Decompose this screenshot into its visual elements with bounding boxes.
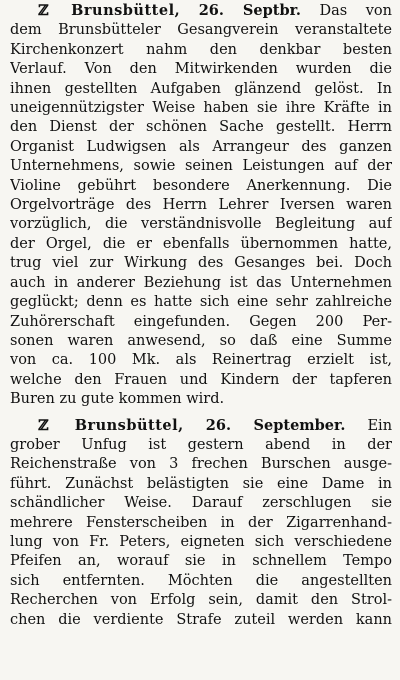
article-line: dem Brunsbütteler Gesangverein veranstaltete — [10, 22, 392, 39]
article-line: auch in anderer Beziehung ist das Unternehmen — [10, 274, 392, 291]
article-line: Buren zu gute kommen wird. — [10, 391, 225, 408]
article-line: lung von Fr. Peters, eigneten sich verschiedene — [10, 533, 392, 550]
article-line: Recherchen von Erfolg sein, damit den Strol- — [10, 592, 392, 609]
article-marker: ℤ — [38, 416, 49, 434]
article-line: trug viel zur Wirkung des Gesanges bei. Doch — [10, 255, 392, 272]
article-line: Violine gebührt besondere Anerkennung. Die — [10, 177, 392, 194]
article-line: uneigennützigster Weise haben sie ihre Kräfte in — [10, 100, 392, 117]
article-place: Brunsbüttel, — [74, 416, 184, 434]
article-mischief — [10, 416, 392, 630]
article-line: den Dienst der schönen Sache gestellt. Herrn — [10, 119, 392, 136]
article-headline-line — [10, 1, 392, 21]
article-line: schändlicher Weise. Darauf zerschlugen sie — [10, 495, 392, 512]
article-line: Zuhörerschaft eingefunden. Gegen 200 Per- — [10, 313, 392, 330]
article-line: Das von — [319, 3, 392, 19]
article-line: mehrere Fensterscheiben in der Zigarrenhand- — [10, 514, 392, 531]
article-date: 26. Septbr. — [198, 2, 301, 19]
article-headline-line — [10, 416, 392, 436]
article-line: Pfeifen an, worauf sie in schnellem Tempo — [10, 553, 392, 570]
article-line: sich entfernten. Möchten die angestellten — [10, 572, 392, 589]
article-line: ihnen gestellten Aufgaben glänzend gelöst. In — [10, 80, 392, 97]
article-line: Reichenstraße von 3 frechen Burschen ausge- — [10, 456, 392, 473]
article-line: Orgelvorträge des Herrn Lehrer Iversen waren — [10, 197, 392, 214]
article-line: vorzüglich, die verständnisvolle Begleitung auf — [10, 216, 392, 233]
article-line: Kirchenkonzert nahm den denkbar besten — [10, 41, 392, 58]
article-line: Unternehmens, sowie seinen Leistungen auf der — [10, 158, 392, 175]
article-date: 26. September. — [205, 416, 346, 434]
article-line: Organist Ludwigsen als Arrangeur des ganzen — [10, 138, 392, 155]
article-line: chen die verdiente Strafe zuteil werden kann — [10, 611, 392, 628]
article-marker: ℤ — [38, 2, 49, 19]
article-place: Brunsbüttel, — [71, 2, 181, 19]
article-line: welche den Frauen und Kindern der tapferen — [10, 371, 392, 388]
article-line: sonen waren anwesend, so daß eine Summe — [10, 332, 392, 349]
article-line: der Orgel, die er ebenfalls übernommen hatte, — [10, 235, 392, 252]
article-line: geglückt; denn es hatte sich eine sehr zahlreiche — [10, 294, 392, 311]
article-concert — [10, 1, 392, 410]
article-line: von ca. 100 Mk. als Reinertrag erzielt ist, — [10, 352, 392, 369]
article-line: grober Unfug ist gestern abend in der — [10, 436, 392, 453]
article-line: Verlauf. Von den Mitwirkenden wurden die — [10, 61, 392, 78]
article-line: Ein — [367, 417, 392, 434]
article-line: führt. Zunächst belästigten sie eine Dame in — [10, 475, 392, 492]
